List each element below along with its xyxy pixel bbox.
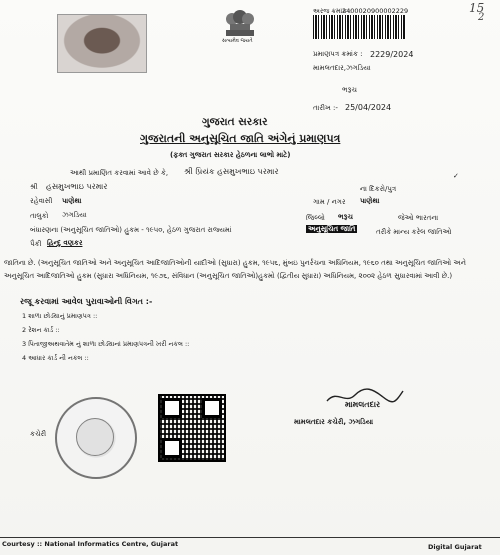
signer-office: મામલતદાર કચેરી, ઝગડિયા [294,418,374,426]
footer-divider [0,537,500,538]
qr-code [158,394,226,462]
village-value: પાણેથા [360,197,380,205]
issuing-office: મામલતદાર,ઝગડિયા [313,64,371,72]
documents-heading: રજૂ કરવામાં આવેલ પુરાવાઓની વિગત :- [20,297,153,306]
issue-date: 25/04/2024 [345,103,392,112]
emblem-caption: સત્યમેવ જયતે [222,38,253,44]
document-item: 2 રેશન કાર્ડ :: [22,326,60,334]
caste-value: હિન્દુ વણકર [47,239,83,247]
applicant-photo [57,14,147,73]
father-name: હસમુખભાઇ પરમાર [46,182,108,191]
certificate-subtitle: (ફક્ત ગુજરાત સરકાર હેઠળના લાભો માટે) [170,151,291,159]
document-item: 1 શાળા છોડ્યાનું પ્રમાણપત્ર :: [22,312,98,320]
india-text: જેઓ ભારતના [398,214,439,222]
taluka-value: ઝગડિયા [62,211,87,219]
relation-text: ના દિકરો/પુત્ર [360,185,397,193]
recognised-text: તરીકે માન્ય કરેલ જાતિઓ [376,228,452,236]
caste-prefix: પૈકી [30,240,42,248]
document-item: 4 આધાર કાર્ડ ની નકલ :: [22,354,89,362]
certificate-title: ગુજરાતની અનુસૂચિત જાતિ અંગેનું પ્રમાણપત્ર [140,132,341,145]
office-seal [55,397,137,479]
order-line: બંધારણના (અનુસૂચિત જાતિઓ) હુકમ - ૧૯૫૦, હેઠળ ગુજરાત રાજ્યમાં [30,226,232,234]
reg-no: 2400020900002229 [342,7,409,15]
signer-title: મામલતદાર [345,400,381,409]
government-title: ગુજરાત સરકાર [202,116,268,128]
footer-digital-gujarat: Digital Gujarat [428,543,482,551]
reg-no-label: અરજ ક્રમાંક : [313,7,352,15]
cert-no: 2229/2024 [370,50,414,59]
corner-note: 15 [469,1,485,15]
district-label: જિલ્લો [306,214,325,222]
village-label: ગામ / નગર [313,198,346,206]
corner-note-2: 2 [478,12,485,23]
cert-no-label: પ્રમાણપત્ર ક્રમાંક : [313,50,363,58]
father-prefix: શ્રી [30,183,38,191]
resident-value: પાણેથા [62,197,82,205]
date-label: તારીખ :- [313,104,338,112]
applicant-name: શ્રી પ્રિયંક હસમુખભાઇ પરમાર [184,167,279,176]
intro-text: આથી પ્રમાણિત કરવામાં આવે છે કે, [70,169,169,177]
tick-mark: ✓ [453,172,459,180]
legal-paragraph: જાતિના છે. (અનુસૂચિત જાતિઓ અને અનુસૂચિત આદિજાતિઓની યાદીઓ (સુધારા) હુકમ, ૧૯૫૬, મુંબઇ પુનર્રચના અધિનિયમ, ૧૯૬૦ તથા અનુસૂચિત જાતિઓ અને અનુસૂચિત આદિજાતિઓ હુકમ (સુધારા અધિનિયમ, ૧૯૭૬, સંવિધાન (અનુસૂચિત જાતિઓ)હુકમો (દ્વિતીય સુધારા) અધિનિયમ, ૨૦૦૨ હેઠળ સુધારવામાં આવી છે.) [4,259,466,280]
barcode [313,15,406,39]
document-item: 3 પિતાજીઅથવાતેમ નું શાળા છોડ્યાનાં પ્રમાણપત્રની ખરી નકલ :: [22,340,190,348]
seal-office-label: કચેરી [30,430,47,438]
footer-courtesy: Courtesy :: National Informatics Centre, Gujarat [2,540,179,548]
caste-category: અનુસૂચિત જાતિ [308,225,356,233]
resident-label: રહેવાસી [30,197,53,205]
district-value: ભરૂચ [338,213,353,221]
place: ભરૂચ [342,86,357,94]
taluka-label: તાલુકો [30,212,49,220]
